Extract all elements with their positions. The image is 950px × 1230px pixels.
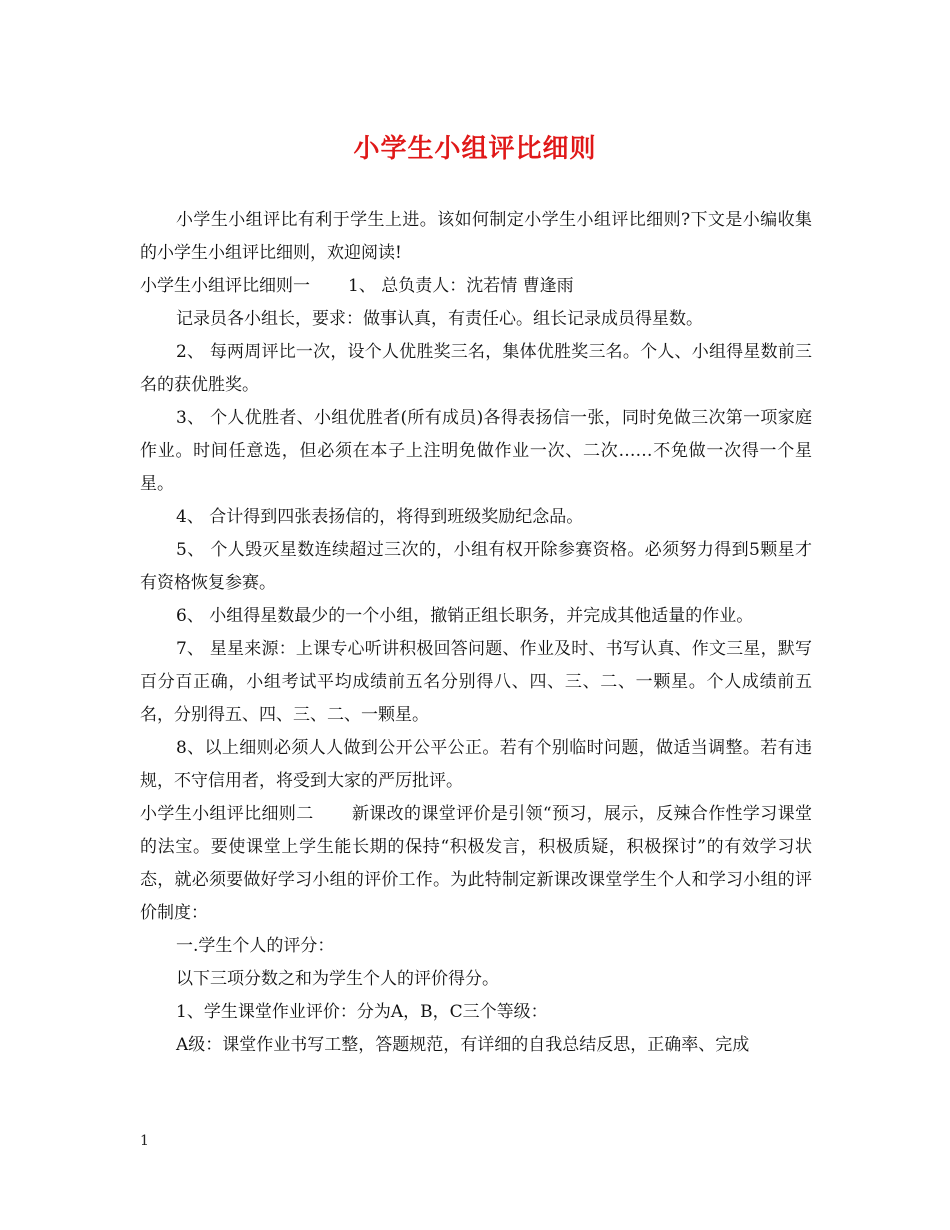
document-title: 小学生小组评比细则 bbox=[353, 134, 597, 164]
paragraph-text: A级：课堂作业书写工整，答题规范，有详细的自我总结反思，正确率、完成 bbox=[176, 1035, 750, 1055]
section-heading: 小学生小组评比细则一 bbox=[140, 276, 310, 296]
document-body bbox=[140, 204, 812, 1062]
section-heading: 小学生小组评比细则二 bbox=[140, 804, 314, 824]
paragraph-text: 一.学生个人的评分： bbox=[176, 936, 335, 956]
paragraph-text: 8、以上细则必须人人做到公开公平公正。若有个别临时问题，做适当调整。若有违规，不守信用者，将受到大家的严厉批评。 bbox=[140, 738, 812, 791]
paragraph-text: 2、 每两周评比一次，设个人优胜奖三名，集体优胜奖三名。个人、小组得星数前三名的获优胜奖。 bbox=[140, 342, 812, 395]
paragraph bbox=[140, 501, 812, 534]
paragraph-text: 7、 星星来源：上课专心听讲积极回答问题、作业及时、书写认真、作文三星，默写百分百正确，小组考试平均成绩前五名分别得八、四、三、二、一颗星。个人成绩前五名，分别得五、四、三、二、一颗星。 bbox=[140, 639, 812, 725]
paragraph bbox=[140, 204, 812, 270]
paragraph-text: 1、 总负责人：沈若情 曹逢雨 bbox=[348, 276, 574, 296]
paragraph-text: 4、 合计得到四张表扬信的，将得到班级奖励纪念品。 bbox=[176, 507, 584, 527]
paragraph-text: 5、 个人毁灭星数连续超过三次的，小组有权开除参赛资格。必须努力得到5颗星才有资格恢复参赛。 bbox=[140, 540, 812, 593]
paragraph-text: 3、 个人优胜者、小组优胜者(所有成员)各得表扬信一张，同时免做三次第一项家庭作业。时间任意选，但必须在本子上注明免做作业一次、二次……不免做一次得一个星星。 bbox=[140, 408, 812, 494]
paragraph bbox=[140, 996, 812, 1029]
paragraph bbox=[140, 798, 812, 930]
paragraph-text: 小学生小组评比有利于学生上进。该如何制定小学生小组评比细则?下文是小编收集的小学生小组评比细则，欢迎阅读! bbox=[140, 210, 812, 263]
paragraph-text: 新课改的课堂评价是引领“预习，展示，反辣合作性学习课堂的法宝。要使课堂上学生能长期的保持“积极发言，积极质疑，积极探讨”的有效学习状态，就必须要做好学习小组的评价工作。为此特制定新课改课堂学生个人和学习小组的评价制度： bbox=[140, 804, 812, 923]
paragraph bbox=[140, 930, 812, 963]
paragraph bbox=[140, 600, 812, 633]
paragraph bbox=[140, 534, 812, 600]
paragraph bbox=[140, 336, 812, 402]
page-number: 1 bbox=[140, 1133, 149, 1149]
paragraph bbox=[140, 303, 812, 336]
paragraph bbox=[140, 633, 812, 732]
paragraph-text: 记录员各小组长，要求：做事认真，有责任心。组长记录成员得星数。 bbox=[176, 309, 703, 329]
paragraph bbox=[140, 732, 812, 798]
paragraph-text: 1、学生课堂作业评价：分为A，B，C三个等级： bbox=[176, 1002, 548, 1022]
paragraph bbox=[140, 963, 812, 996]
paragraph bbox=[140, 402, 812, 501]
paragraph-text: 6、 小组得星数最少的一个小组，撤销正组长职务，并完成其他适量的作业。 bbox=[176, 606, 754, 626]
paragraph bbox=[140, 1029, 812, 1062]
paragraph bbox=[140, 270, 812, 303]
paragraph-text: 以下三项分数之和为学生个人的评价得分。 bbox=[176, 969, 499, 989]
